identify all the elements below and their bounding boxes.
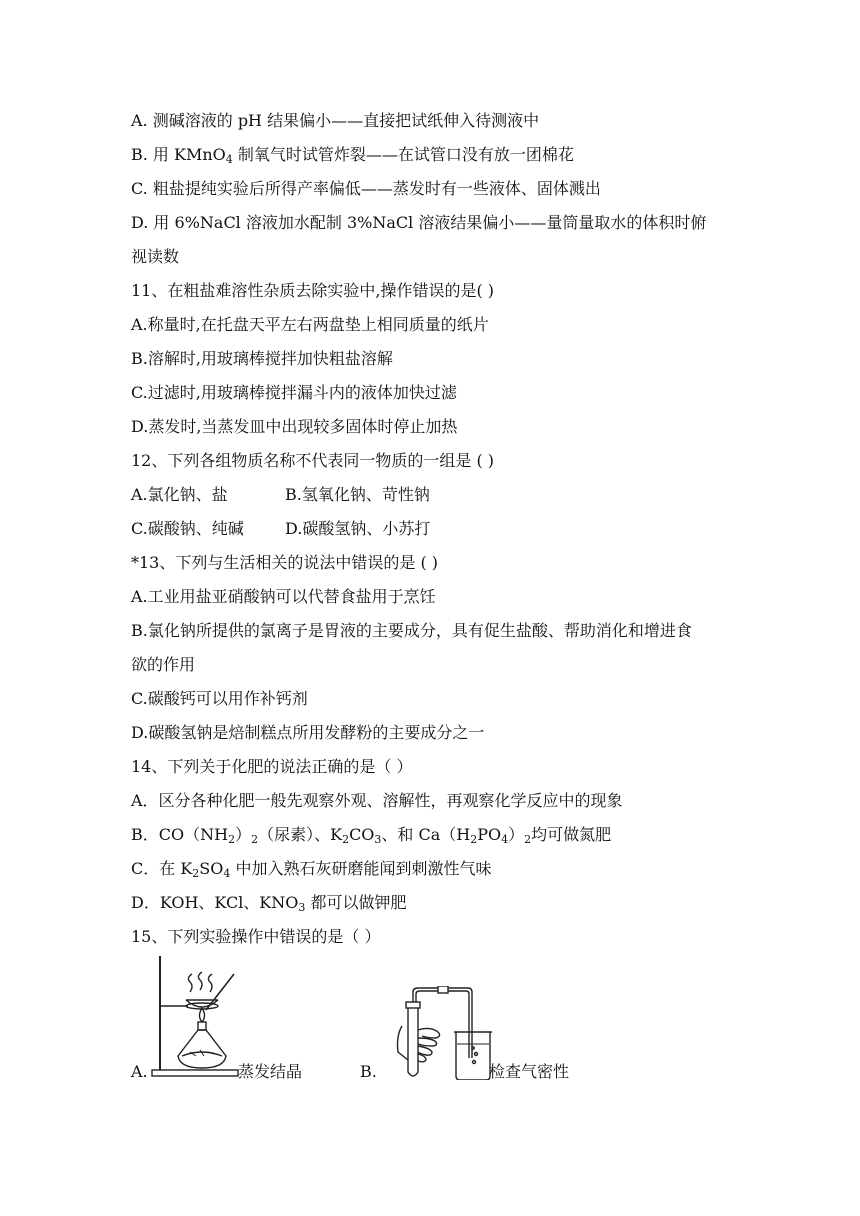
q15-option-a-letter: A.: [131, 1062, 148, 1081]
q15-stem: 15、下列实验操作中错误的是（ ）: [131, 927, 381, 946]
q11-stem: 11、在粗盐难溶性杂质去除实验中,操作错误的是( ): [131, 281, 495, 300]
q10-option-b: B. 用 KMnO$_4$ 制氧气时试管炸裂——在试管口没有放一团棉花: [131, 145, 574, 166]
q11-option-c: C.过滤时,用玻璃棒搅拌漏斗内的液体加快过滤: [131, 383, 457, 402]
q12-stem: 12、下列各组物质名称不代表同一物质的一组是 ( ): [131, 451, 495, 470]
q10-option-c: C. 粗盐提纯实验后所得产率偏低——蒸发时有一些液体、固体溅出: [131, 179, 601, 198]
q13-option-d: D.碳酸氢钠是焙制糕点所用发酵粉的主要成分之一: [131, 723, 485, 742]
q11-option-a: A.称量时,在托盘天平左右两盘垫上相同质量的纸片: [131, 315, 489, 334]
q14-option-c: C．在 $K_2SO_4$ 中加入熟石灰研磨能闻到刺激性气味: [131, 859, 492, 880]
q11-option-d: D.蒸发时,当蒸发皿中出现较多固体时停止加热: [131, 417, 458, 436]
q13-stem: *13、下列与生活相关的说法中错误的是 ( ): [131, 553, 439, 572]
q10-option-d: D. 用 6%NaCl 溶液加水配制 3%NaCl 溶液结果偏小——量筒量取水的体积时俯: [131, 213, 707, 232]
q14-option-a: A．区分各种化肥一般先观察外观、溶解性，再观察化学反应中的现象: [131, 791, 623, 810]
q10-option-a: A. 测碱溶液的 pH 结果偏小——直接把试纸伸入待测液中: [131, 111, 540, 130]
q14-stem: 14、下列关于化肥的说法正确的是（ ）: [131, 757, 413, 776]
q14-option-b: B．$CO(NH_2)_2$（尿素）、$K_2CO_3$、和 $Ca(H_2PO_4)_2$均可做氮肥: [131, 825, 612, 846]
q11-option-b: B.溶解时,用玻璃棒搅拌加快粗盐溶解: [131, 349, 393, 368]
evaporation-apparatus-figure: [150, 952, 240, 1082]
q13-option-b-cont: 欲的作用: [131, 655, 196, 674]
q10-option-d-cont: 视读数: [131, 247, 180, 266]
q13-option-b: B.氯化钠所提供的氯离子是胃液的主要成分，具有促生盐酸、帮助消化和增进食: [131, 621, 692, 640]
q13-option-c: C.碳酸钙可以用作补钙剂: [131, 689, 308, 708]
q15-option-a-caption: 蒸发结晶: [238, 1062, 303, 1081]
q14-option-d: D．KOH、KCl、$KNO_3$ 都可以做钾肥: [131, 893, 407, 914]
q15-option-b-caption: 检查气密性: [489, 1062, 570, 1081]
q15-option-b-letter: B.: [360, 1062, 377, 1081]
gas-tightness-apparatus-figure: [380, 986, 492, 1080]
q13-option-a: A.工业用盐亚硝酸钠可以代替食盐用于烹饪: [131, 587, 436, 606]
q12-options-ab: A.氯化钠、盐 B.氢氧化钠、苛性钠: [131, 485, 430, 504]
q12-options-cd: C.碳酸钠、纯碱 D.碳酸氢钠、小苏打: [131, 519, 431, 538]
